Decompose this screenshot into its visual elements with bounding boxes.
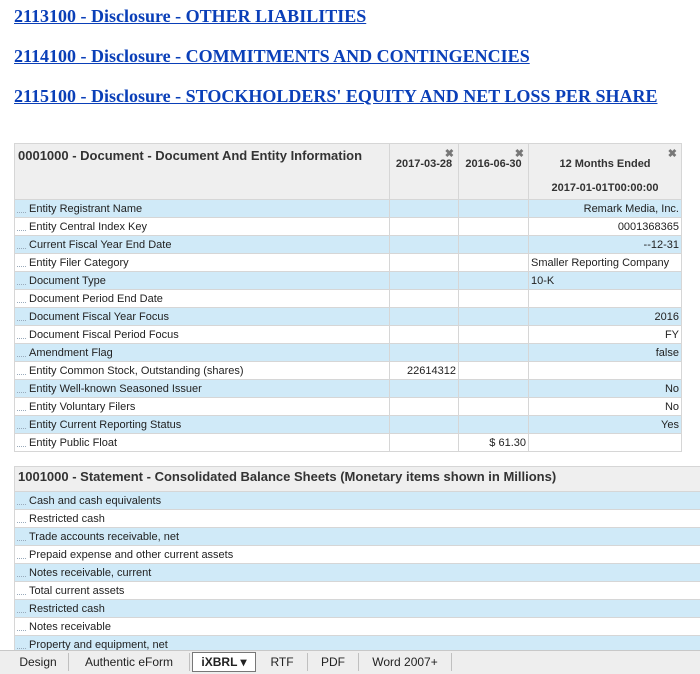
row-label: Prepaid expense and other current assets: [15, 546, 700, 564]
cell-12-months: Remark Media, Inc.: [529, 200, 682, 218]
balance-sheet-table: [14, 466, 700, 654]
cell-2017-03-28: [390, 236, 459, 254]
table-row: [15, 272, 682, 290]
cell-2017-03-28: [390, 290, 459, 308]
cell-2017-03-28: [390, 416, 459, 434]
row-label: Document Period End Date: [15, 290, 390, 308]
table-row: [15, 492, 700, 510]
close-icon[interactable]: ✖: [445, 147, 454, 160]
row-label: Property and equipment, net: [15, 636, 700, 654]
cell-2016-06-30: [459, 308, 529, 326]
cell-2017-03-28: 22614312: [390, 362, 459, 380]
table-row: [15, 434, 682, 452]
table-row: [15, 290, 682, 308]
cell-2017-03-28: [390, 254, 459, 272]
tab-ixbrl[interactable]: iXBRL ▾: [192, 652, 256, 672]
cell-12-months: 0001368365: [529, 218, 682, 236]
table-row: [15, 218, 682, 236]
cell-2017-03-28: [390, 200, 459, 218]
column-header-12-months: ✖ 12 Months Ended 2017-01-01T00:00:00: [529, 144, 682, 200]
close-icon[interactable]: ✖: [668, 147, 677, 160]
cell-2016-06-30: [459, 290, 529, 308]
cell-12-months: Smaller Reporting Company: [529, 254, 682, 272]
cell-2016-06-30: [459, 218, 529, 236]
row-label: Entity Public Float: [15, 434, 390, 452]
row-label: Cash and cash equivalents: [15, 492, 700, 510]
table-row: [15, 236, 682, 254]
link-other-liabilities[interactable]: 2113100 - Disclosure - OTHER LIABILITIES: [14, 6, 366, 27]
cell-2016-06-30: [459, 380, 529, 398]
cell-2017-03-28: [390, 326, 459, 344]
row-label: Document Type: [15, 272, 390, 290]
row-label: Entity Filer Category: [15, 254, 390, 272]
view-tab-bar: [0, 650, 700, 674]
cell-12-months: --12-31: [529, 236, 682, 254]
row-label: Entity Common Stock, Outstanding (shares): [15, 362, 390, 380]
tab-rtf[interactable]: RTF: [257, 653, 308, 671]
row-label: Entity Registrant Name: [15, 200, 390, 218]
cell-2017-03-28: [390, 380, 459, 398]
cell-12-months: [529, 290, 682, 308]
table-row: [15, 254, 682, 272]
cell-12-months: [529, 362, 682, 380]
cell-12-months: No: [529, 398, 682, 416]
row-label: Document Fiscal Year Focus: [15, 308, 390, 326]
cell-12-months: [529, 434, 682, 452]
cell-12-months: 10-K: [529, 272, 682, 290]
cell-2017-03-28: [390, 272, 459, 290]
cell-2016-06-30: [459, 236, 529, 254]
table-row: [15, 308, 682, 326]
cell-2016-06-30: [459, 272, 529, 290]
row-label: Trade accounts receivable, net: [15, 528, 700, 546]
cell-2016-06-30: [459, 254, 529, 272]
cell-2016-06-30: $ 61.30: [459, 434, 529, 452]
cell-2016-06-30: [459, 416, 529, 434]
table-row: [15, 510, 700, 528]
cell-12-months: FY: [529, 326, 682, 344]
table-row: [15, 200, 682, 218]
cell-12-months: No: [529, 380, 682, 398]
table-row: [15, 546, 700, 564]
table-row: [15, 362, 682, 380]
tab-word-2007[interactable]: Word 2007+: [359, 653, 452, 671]
table-row: [15, 600, 700, 618]
row-label: Entity Voluntary Filers: [15, 398, 390, 416]
cell-2017-03-28: [390, 218, 459, 236]
table-row: [15, 398, 682, 416]
tab-design[interactable]: Design: [8, 653, 69, 671]
row-label: Amendment Flag: [15, 344, 390, 362]
cell-2017-03-28: [390, 308, 459, 326]
row-label: Entity Current Reporting Status: [15, 416, 390, 434]
close-icon[interactable]: ✖: [515, 147, 524, 160]
cell-2016-06-30: [459, 326, 529, 344]
row-label: Entity Central Index Key: [15, 218, 390, 236]
cell-2017-03-28: [390, 344, 459, 362]
table-title: 0001000 - Document - Document And Entity Information: [15, 144, 390, 200]
cell-2016-06-30: [459, 344, 529, 362]
cell-12-months: false: [529, 344, 682, 362]
row-label: Current Fiscal Year End Date: [15, 236, 390, 254]
row-label: Notes receivable, current: [15, 564, 700, 582]
table-row: [15, 528, 700, 546]
table-row: [15, 618, 700, 636]
cell-12-months: 2016: [529, 308, 682, 326]
row-label: Entity Well-known Seasoned Issuer: [15, 380, 390, 398]
row-label: Document Fiscal Period Focus: [15, 326, 390, 344]
table-row: [15, 582, 700, 600]
document-entity-info-table: [14, 143, 682, 452]
table-row: [15, 380, 682, 398]
table-title: 1001000 - Statement - Consolidated Balance Sheets (Monetary items shown in Millions): [15, 467, 700, 492]
table-row: [15, 564, 700, 582]
table-row: [15, 326, 682, 344]
link-commitments-contingencies[interactable]: 2114100 - Disclosure - COMMITMENTS AND CONTINGENCIES: [14, 46, 530, 67]
cell-12-months: Yes: [529, 416, 682, 434]
row-label: Total current assets: [15, 582, 700, 600]
column-header-2017-03-28: ✖ 2017-03-28: [390, 144, 459, 200]
table-row: [15, 416, 682, 434]
tab-pdf[interactable]: PDF: [308, 653, 359, 671]
cell-2016-06-30: [459, 362, 529, 380]
column-header-2016-06-30: ✖ 2016-06-30: [459, 144, 529, 200]
link-stockholders-equity[interactable]: 2115100 - Disclosure - STOCKHOLDERS' EQUITY AND NET LOSS PER SHARE: [14, 86, 657, 107]
row-label: Notes receivable: [15, 618, 700, 636]
cell-2017-03-28: [390, 434, 459, 452]
table-row: [15, 344, 682, 362]
row-label: Restricted cash: [15, 510, 700, 528]
row-label: Restricted cash: [15, 600, 700, 618]
cell-2017-03-28: [390, 398, 459, 416]
tab-authentic-eform[interactable]: Authentic eForm: [69, 653, 190, 671]
cell-2016-06-30: [459, 200, 529, 218]
cell-2016-06-30: [459, 398, 529, 416]
